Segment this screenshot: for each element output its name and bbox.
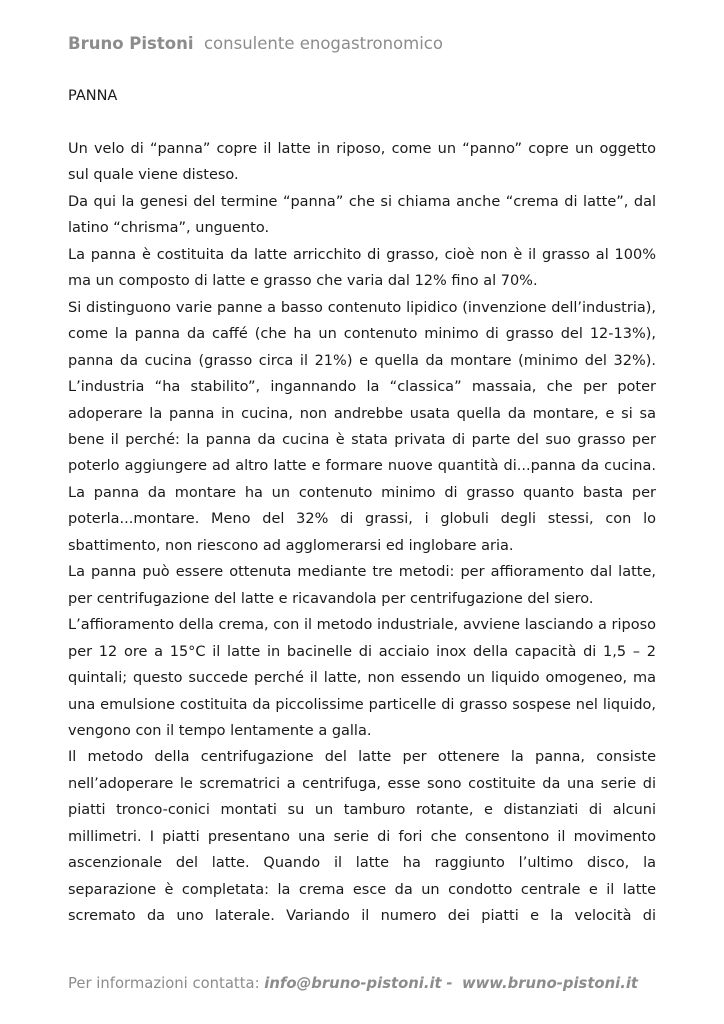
paragraph: Si distinguono varie panne a basso contenuto lipidico (invenzione dell’industria), come la panna da caffé (che ha un contenuto minimo di grasso del 12-13%), panna da cucina (grasso circa il 21%) e quella da montare (minimo del 32%). L’industria “ha stabilito”, ingannando la “classica” massaia, che per poter adoperare la panna in cucina, non andrebbe usata quella da montare, e si sa bene il perché: la panna da cucina è stata privata di parte del suo grasso per poterlo aggiungere ad altro latte e formare nuove quantità di...panna da cucina. La panna da montare ha un contenuto minimo di grasso quanto basta per poterla...montare. Meno del 32% di grassi, i globuli degli stessi, con lo sbattimento, non riescono ad agglomerarsi ed inglobare aria. bbox=[68, 299, 656, 554]
paragraph-last: Il metodo della centrifugazione del latte per ottenere la panna, consiste nell’adoperare le scrematrici a centrifuga, esse sono costituite da una serie di piatti tronco-conici montati su un tamburo rotante, e distanziati di alcuni millimetri. I piatti presentano una serie di fori che consentono il movimento ascenzionale del latte. Quando il latte ha raggiunto l’ultimo disco, la separazione è completata: la crema esce da un condotto centrale e il latte scremato da uno laterale. Variando il numero dei piatti e la velocità di bbox=[68, 749, 656, 925]
document-title: PANNA bbox=[68, 88, 118, 104]
author-subtitle: consulente enogastronomico bbox=[203, 34, 443, 53]
paragraph: La panna è costituita da latte arricchito di grasso, cioè non è il grasso al 100% ma un composto di latte e grasso che varia dal 12% fino al 70%. bbox=[68, 246, 656, 290]
paragraph: L’affioramento della crema, con il metodo industriale, avviene lasciando a riposo per 12 ore a 15°C il latte in bacinelle di acciaio inox della capacità di 1,5 – 2 quintali; questo succede perché il latte, non essendo un liquido omogeneo, ma una emulsione costituita da piccolissime particelle di grasso sospese nel liquido, vengono con il tempo lentamente a galla. bbox=[68, 617, 656, 739]
page-header bbox=[68, 34, 443, 53]
page-footer bbox=[68, 975, 638, 992]
footer-label: Per informazioni contatta: bbox=[68, 975, 260, 992]
paragraph: Da qui la genesi del termine “panna” che si chiama anche “crema di latte”, dal latino “chrisma”, unguento. bbox=[68, 193, 656, 237]
email-link[interactable]: info@bruno-pistoni.it bbox=[264, 975, 442, 992]
paragraph: La panna può essere ottenuta mediante tre metodi: per affioramento dal latte, per centrifugazione del latte e ricavandola per centrifugazione del siero. bbox=[68, 564, 656, 607]
author-name: Bruno Pistoni bbox=[68, 34, 194, 53]
footer-separator: - bbox=[446, 975, 453, 992]
paragraph: Un velo di “panna” copre il latte in riposo, come un “panno” copre un oggetto sul quale viene disteso. bbox=[68, 141, 656, 184]
website-link[interactable]: www.bruno-pistoni.it bbox=[461, 975, 638, 992]
document-body bbox=[68, 136, 656, 930]
